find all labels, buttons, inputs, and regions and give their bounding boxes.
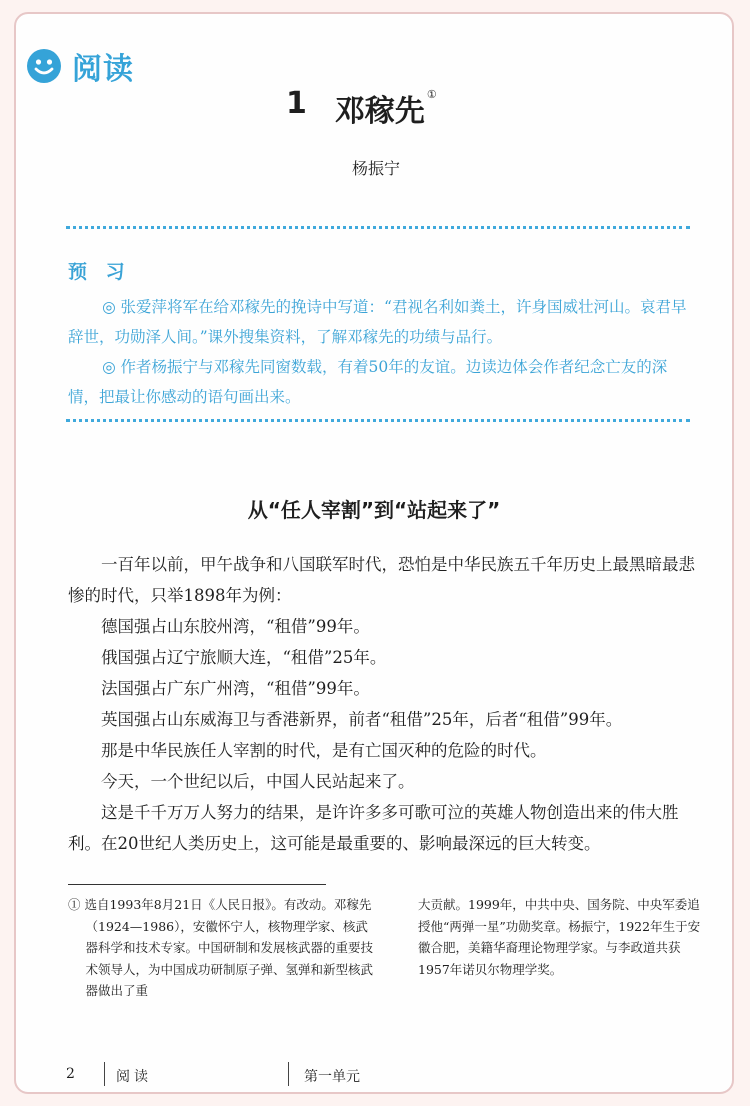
footer-unit: 第一单元	[304, 1069, 360, 1085]
section-title: 阅读	[72, 52, 134, 87]
lesson-name: 邓稼先	[334, 94, 425, 129]
footer-divider	[288, 1062, 289, 1086]
smiley-face-icon	[26, 48, 62, 84]
page-number: 2	[66, 1066, 75, 1082]
author-name: 杨振宁	[352, 159, 401, 178]
preview-box	[68, 257, 698, 412]
footer-section-name: 阅读	[116, 1069, 152, 1085]
body-paragraph: 法国强占广东广州湾，“租借”99年。	[101, 679, 370, 698]
lesson-number: 1	[286, 86, 307, 121]
body-paragraph: 这是千千万万人努力的结果，是许许多多可歌可泣的英雄人物创造出来的伟大胜利。在20世纪人类历史上，这可能是最重要的、影响最深远的巨大转变。	[68, 803, 679, 853]
lesson-title	[286, 86, 437, 130]
footnote-right-column: 大贡献。1999年，中共中央、国务院、中央军委追授他“两弹一星”功勋奖章。杨振宁，1922年生于安徽合肥，美籍华裔理论物理学家。与李政道共获1957年诺贝尔物理学奖。	[418, 897, 701, 977]
body-paragraph: 英国强占山东威海卫与香港新界，前者“租借”25年，后者“租借”99年。	[101, 710, 623, 729]
article-body	[68, 549, 698, 859]
footnotes	[68, 894, 708, 1002]
body-paragraph: 俄国强占辽宁旅顺大连，“租借”25年。	[101, 648, 387, 667]
textbook-page	[14, 12, 734, 1094]
body-paragraph: 德国强占山东胶州湾，“租借”99年。	[101, 617, 370, 636]
dotted-divider-top	[66, 226, 690, 229]
dotted-divider-bottom	[66, 419, 690, 422]
article-subtitle: 从“任人宰割”到“站起来了”	[247, 498, 501, 522]
page-footer	[16, 1060, 732, 1092]
preview-item: ◎ 张爱萍将军在给邓稼先的挽诗中写道：“君视名利如粪土，许身国威壮河山。哀君早辞世，功勋泽人间。”课外搜集资料，了解邓稼先的功绩与品行。	[68, 298, 687, 346]
footnote-marker: ①	[426, 88, 437, 101]
body-paragraph: 今天，一个世纪以后，中国人民站起来了。	[101, 772, 415, 791]
section-label	[26, 44, 134, 88]
preview-item: ◎ 作者杨振宁与邓稼先同窗数载，有着50年的友谊。边读边体会作者纪念亡友的深情，把最让你感动的语句画出来。	[68, 358, 668, 406]
preview-heading: 预 习	[68, 261, 131, 283]
footnote-rule	[68, 884, 326, 885]
footnote-left-column: ① 选自1993年8月21日《人民日报》。有改动。邓稼先（1924—1986），安徽怀宁人，核物理学家、核武器科学和技术专家。中国研制和发展核武器的重要技术领导人，为中国成功研制原子弹、氢弹和新型核武器做出了重	[68, 897, 374, 998]
body-paragraph: 一百年以前，甲午战争和八国联军时代，恐怕是中华民族五千年历史上最黑暗最悲惨的时代，只举1898年为例：	[68, 555, 695, 605]
footer-divider	[104, 1062, 105, 1086]
body-paragraph: 那是中华民族任人宰割的时代，是有亡国灭种的危险的时代。	[101, 741, 547, 760]
